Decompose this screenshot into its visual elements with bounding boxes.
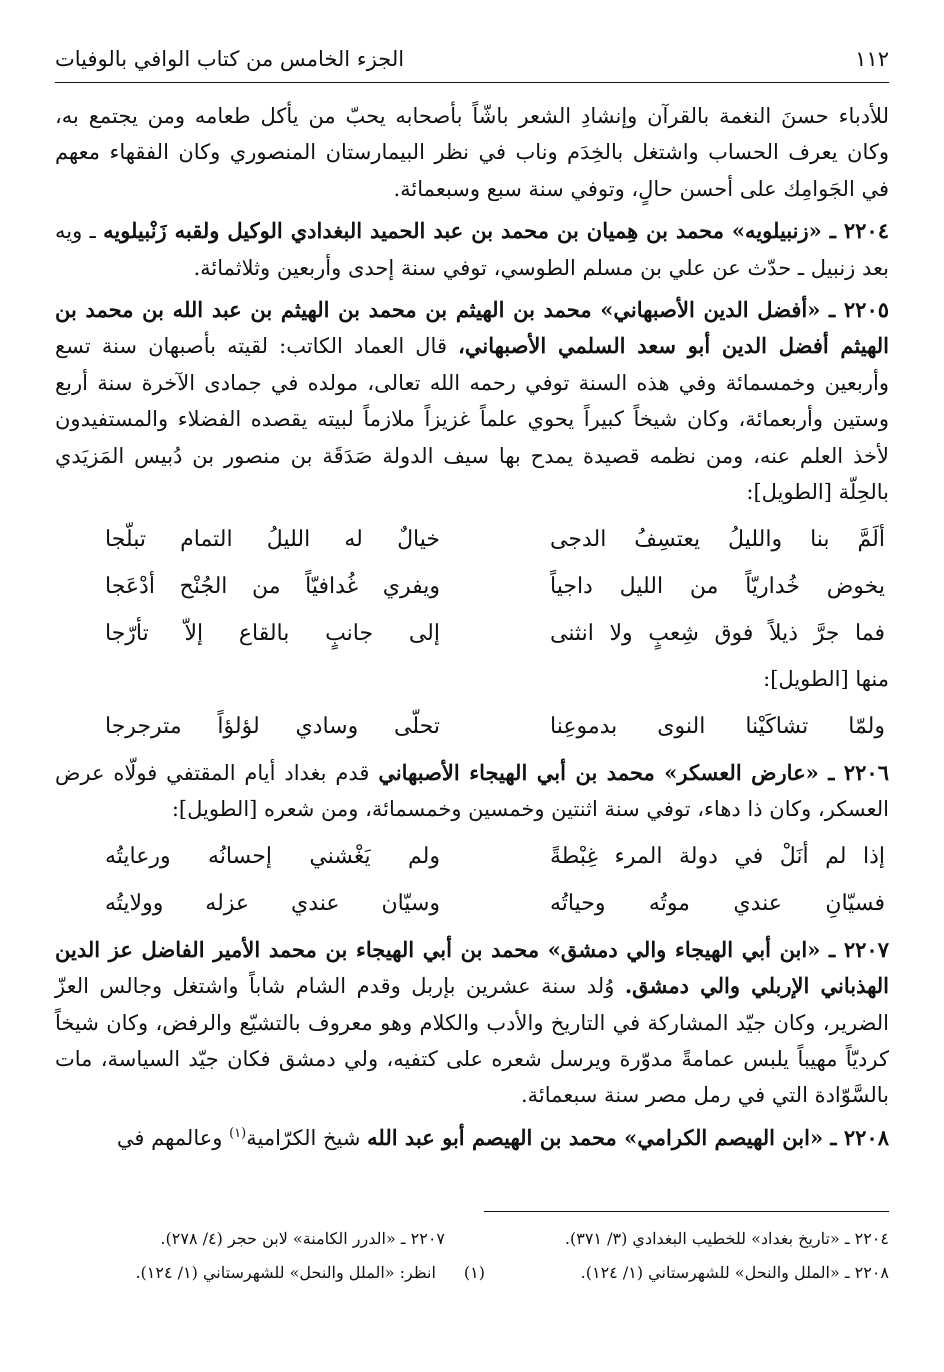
hemistich-second: تحلّى وسادي لؤلؤاً مترجرجا (105, 714, 440, 740)
paragraph-text: قال العماد الكاتب: لقيته بأصبهان سنة تسع وأربعين وخمسمائة وفي هذه السنة توفي رحمه الله تعالى، مولده في جمادى الآخرة سنة أربع وستين وأربعمائة، وكان شيخاً كبيراً يحوي علماً غزيزاً ملازماً لبيته يقصده الفضلاء والمستفيدون لأخذ العلم عنه، ومن نظمه قصيدة يمدح بها سيف الدولة صَدَقَة بن منصور بن دُبيس المَزيَدي بالحِلّة [الطويل]: (55, 334, 889, 505)
poem (55, 516, 889, 657)
paragraph-text: للأدباء حسنَ النغمة بالقرآن وإنشادِ الشعر باشّاً بأصحابه يحبّ من يأكل طعامه ومن يجتمع به، وكان يعرف الحساب واشتغل بالخِدَم وناب في نظر البيمارستان المنصوري وكان الفقهاء معهم في الجَوامِك على أحسن حالٍ، وتوفي سنة سبع وسبعمائة. (55, 104, 889, 201)
hemistich-first: إذا لم أنَلْ في دولة المرء غِبْطةً (550, 843, 885, 869)
verse-line (55, 704, 889, 751)
paragraph (55, 292, 889, 510)
paragraph (55, 98, 889, 207)
footnote-marker: (١) (463, 1263, 485, 1282)
paragraph-text: ـ ويه بعد زنبيل ـ حدّث عن علي بن مسلم الطوسي، توفي سنة إحدى وأربعين وثلاثمائة. (55, 219, 889, 280)
entry-heading: ٢٢٠٧ ـ «ابن أبي الهيجاء والي دمشق» محمد بن أبي الهيجاء بن محمد الأمير الفاضل عز الدين الهذباني الإربلي والي دمشق. (55, 936, 890, 999)
footnote-2207: ٢٢٠٧ ـ «الدرر الكامنة» لابن حجر (٤/ ٢٧٨). (160, 1229, 445, 1248)
hemistich-second: خيالٌ له الليلُ التمام تبلّجا (105, 526, 440, 552)
hemistich-first: ألَمَّ بنا والليلُ يعتسِفُ الدجى (550, 526, 885, 552)
paragraph (55, 661, 889, 697)
footnotes (55, 1222, 889, 1290)
hemistich-first: ولمّا تشاكَيْنا النوى بدموعِنا (550, 714, 885, 740)
hemistich-second: إلى جانبٍ بالقاع إلاّ تأرّجا (105, 620, 440, 646)
footnote-text: انظر: «الملل والنحل» للشهرستاني (١/ ١٢٤). (135, 1263, 436, 1282)
paragraph-text: منها [الطويل]: (763, 667, 889, 692)
hemistich-second: وسيّان عندي عزله وولايتُه (105, 890, 440, 916)
footnote-2208: ٢٢٠٨ ـ «الملل والنحل» للشهرستاني (١/ ١٢٤). (580, 1263, 889, 1282)
paragraph-text: وعالمهم في (116, 1125, 230, 1150)
footnote-1 (55, 1256, 485, 1290)
verse-line (55, 563, 889, 610)
verse-line (55, 881, 889, 928)
page-body (55, 98, 889, 1162)
poem (55, 834, 889, 928)
hemistich-second: ويفري غُدافيّاً من الجُنْح أدْعَجا (105, 573, 440, 599)
paragraph-text: شيخ الكرّامية (246, 1125, 368, 1150)
paragraph-text: قدم بغداد أيام المقتفي فولّاه عرض العسكر، وكان ذا دهاء، توفي سنة اثنتين وخمسين وخمسمائة، ومن شعره [الطويل]: (55, 760, 889, 822)
poem (55, 704, 889, 751)
entry-heading: ٢٢٠٨ ـ «ابن الهيصم الكرامي» محمد بن الهيصم أبو عبد الله (367, 1124, 889, 1150)
entry-heading: ٢٢٠٦ ـ «عارض العسكر» محمد بن أبي الهيجاء الأصبهاني (378, 759, 889, 785)
footnote-2204: ٢٢٠٤ ـ «تاريخ بغداد» للخطيب البغدادي (٣/ ٣٧١). (564, 1229, 889, 1248)
paragraph (55, 213, 889, 286)
paragraph (55, 755, 889, 828)
entry-heading: ٢٢٠٥ ـ «أفضل الدين الأصبهاني» محمد بن الهيثم بن محمد بن الهيثم بن عبد الله بن محمد بن الهيثم أفضل الدين أبو سعد السلمي الأصبهاني، (55, 297, 890, 359)
hemistich-second: ولم يَغْشني إحسانُه ورعايتُه (105, 843, 440, 869)
verse-line (55, 516, 889, 563)
entry-heading: ٢٢٠٤ ـ «زنبيلويه» محمد بن هِميان بن محمد بن عبد الحميد البغدادي الوكيل ولقبه زَنْبيلويه (103, 218, 889, 244)
hemistich-first: فما جرَّ ذيلاً فوق شِعبٍ ولا انثنى (550, 620, 885, 646)
footnote-reference: (١) (229, 1125, 247, 1141)
paragraph-text: وُلد سنة عشرين بإربل وقدم الشام شاباً واشتغل وجالس العزّ الضرير، وكان جيّد المشاركة في التاريخ والأدب والكلام وهو معروف بالتشيّع والرفض، وكان شيخاً كرديّاً مهيباً يلبس عمامةً مدوّرة ويرسل شعره على كتفيه، ولي دمشق فكان جيّد السياسة، مات بالسَّوّادة التي في رمل مصر سنة سبعمائة. (55, 974, 889, 1108)
page-header (55, 38, 889, 80)
hemistich-first: يخوض خُداريّاً من الليل داجياً (550, 573, 885, 599)
footnote-row (55, 1256, 889, 1290)
paragraph (55, 932, 889, 1114)
footnote-row (55, 1222, 889, 1256)
verse-line (55, 610, 889, 657)
verse-line (55, 834, 889, 881)
running-title: الجزء الخامس من كتاب الوافي بالوفيات (55, 47, 405, 71)
page-number: ١١٢ (855, 47, 889, 71)
footnote-divider (484, 1211, 889, 1212)
paragraph (55, 1120, 889, 1156)
hemistich-first: فسيّانِ عندي موتُه وحياتُه (550, 890, 885, 916)
header-divider (55, 82, 889, 83)
